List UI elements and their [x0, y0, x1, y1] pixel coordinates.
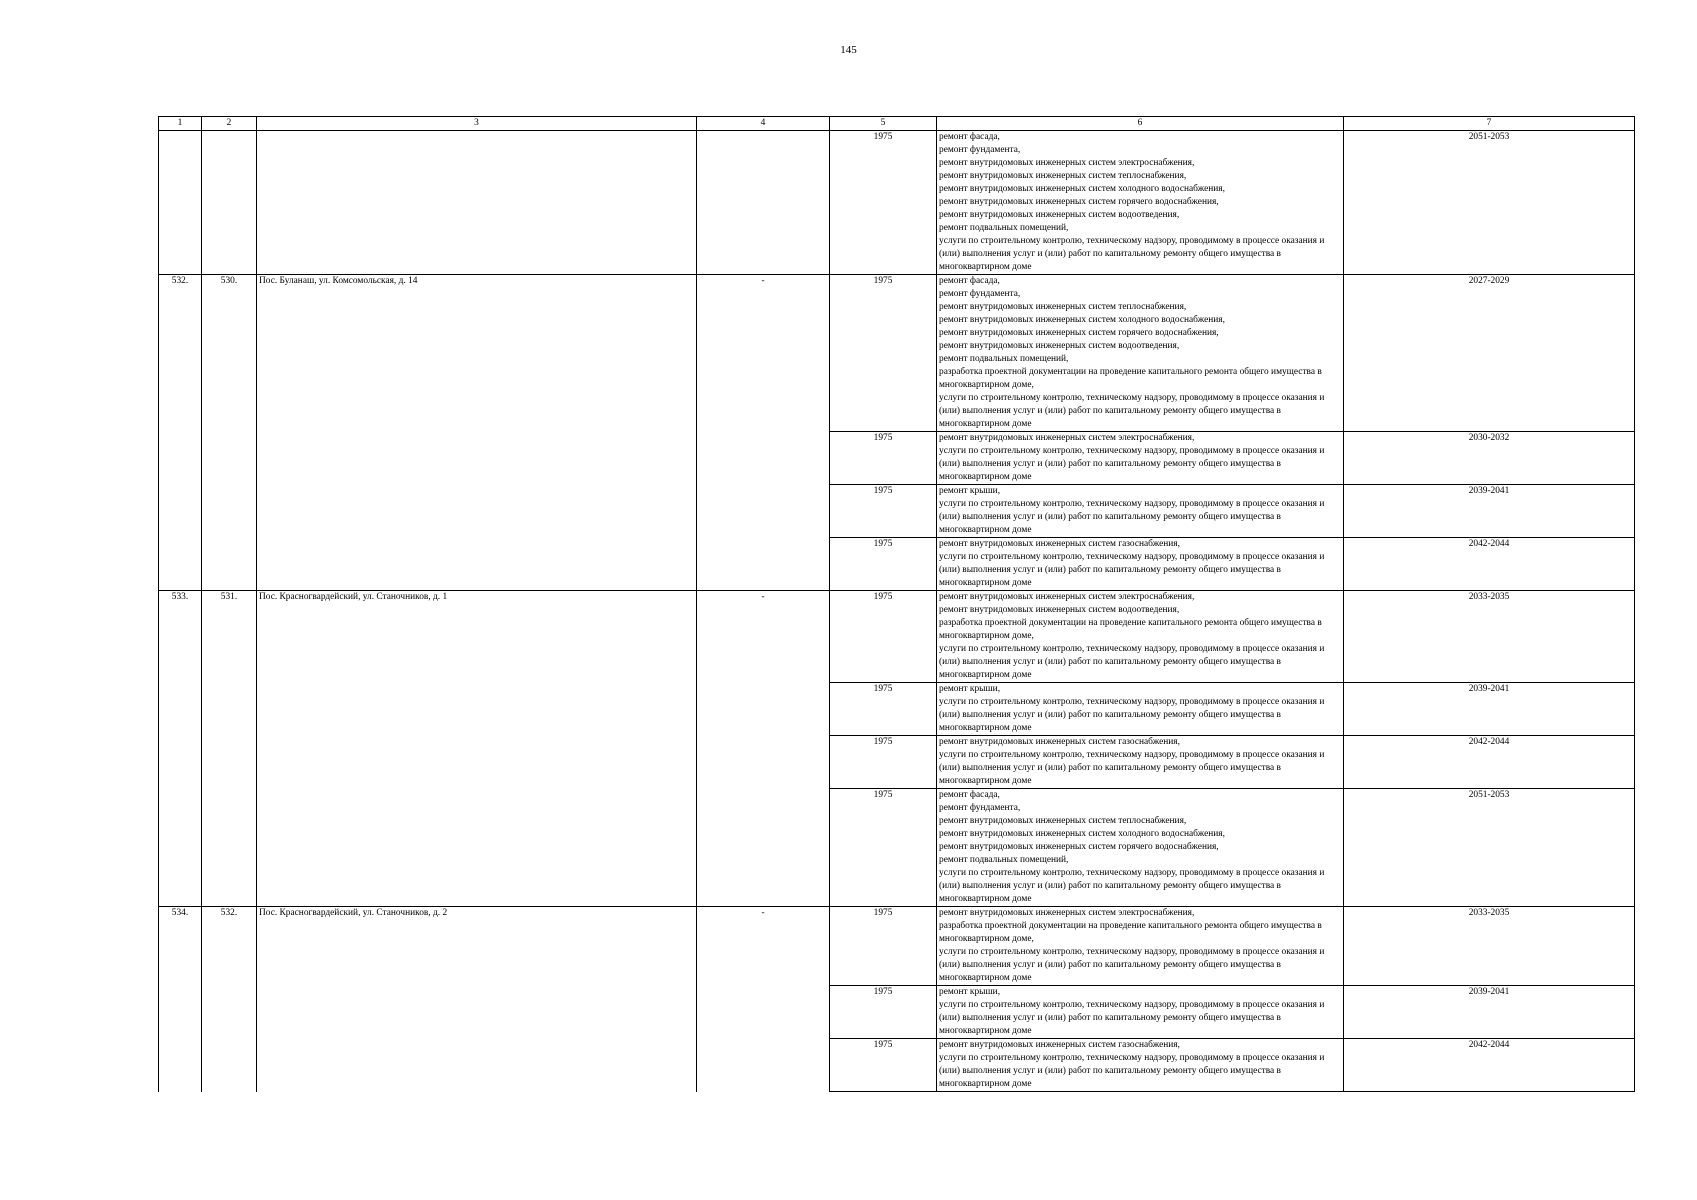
year-cell: 1975	[830, 432, 937, 485]
address-cell: Пос. Красногвардейский, ул. Станочников, д. 1	[257, 591, 697, 907]
works-cell: ремонт внутридомовых инженерных систем электроснабжения, услуги по строительному контролю, техническому надзору, проводимому в процессе оказания и (или) выполнения услуг и (или) работ по капитальному ремонту общего имущества в многоквартирном доме	[937, 432, 1344, 485]
works-cell: ремонт фасада, ремонт фундамента, ремонт внутридомовых инженерных систем электроснабжения, ремонт внутридомовых инженерных систем теплоснабжения, ремонт внутридомовых инженерных систем холодного водоснабжения, ремонт внутридомовых инженерных систем горячего водоснабжения, ремонт внутридомовых инженерных систем водоотведения, ремонт подвальных помещений, услуги по строительному контролю, техническому надзору, проводимому в процессе оказания и (или) выполнения услуг и (или) работ по капитальному ремонту общего имущества в многоквартирном доме	[937, 131, 1344, 275]
period-cell: 2051-2053	[1344, 789, 1635, 907]
page-number: 145	[840, 44, 857, 56]
column-4-cell: -	[697, 275, 830, 591]
table-row	[159, 591, 1635, 683]
column-header-6: 6	[937, 117, 1344, 131]
column-header-2: 2	[202, 117, 257, 131]
period-cell: 2042-2044	[1344, 1039, 1635, 1092]
capital-repair-table	[158, 116, 1635, 1092]
works-cell: ремонт крыши, услуги по строительному контролю, техническому надзору, проводимому в процессе оказания и (или) выполнения услуг и (или) работ по капитальному ремонту общего имущества в многоквартирном доме	[937, 683, 1344, 736]
works-cell: ремонт крыши, услуги по строительному контролю, техническому надзору, проводимому в процессе оказания и (или) выполнения услуг и (или) работ по капитальному ремонту общего имущества в многоквартирном доме	[937, 986, 1344, 1039]
works-cell: ремонт внутридомовых инженерных систем газоснабжения, услуги по строительному контролю, техническому надзору, проводимому в процессе оказания и (или) выполнения услуг и (или) работ по капитальному ремонту общего имущества в многоквартирном доме	[937, 736, 1344, 789]
record-number-cell: 534.	[159, 907, 202, 1092]
column-4-cell: -	[697, 907, 830, 1092]
column-header-1: 1	[159, 117, 202, 131]
record-number-cell: 533.	[159, 591, 202, 907]
record-subnumber-cell: 532.	[202, 907, 257, 1092]
record-subnumber-cell: 531.	[202, 591, 257, 907]
column-header-7: 7	[1344, 117, 1635, 131]
column-header-3: 3	[257, 117, 697, 131]
period-cell: 2051-2053	[1344, 131, 1635, 275]
works-cell: ремонт внутридомовых инженерных систем электроснабжения, разработка проектной документации на проведение капитального ремонта общего имущества в многоквартирном доме, услуги по строительному контролю, техническому надзору, проводимому в процессе оказания и (или) выполнения услуг и (или) работ по капитальному ремонту общего имущества в многоквартирном доме	[937, 907, 1344, 986]
works-cell: ремонт крыши, услуги по строительному контролю, техническому надзору, проводимому в процессе оказания и (или) выполнения услуг и (или) работ по капитальному ремонту общего имущества в многоквартирном доме	[937, 485, 1344, 538]
period-cell: 2039-2041	[1344, 485, 1635, 538]
year-cell: 1975	[830, 683, 937, 736]
period-cell: 2030-2032	[1344, 432, 1635, 485]
column-header-5: 5	[830, 117, 937, 131]
year-cell: 1975	[830, 736, 937, 789]
year-cell: 1975	[830, 907, 937, 986]
year-cell: 1975	[830, 131, 937, 275]
table-row-continued	[159, 131, 1635, 275]
record-number-cell	[159, 131, 202, 275]
year-cell: 1975	[830, 1039, 937, 1092]
address-cell: Пос. Буланаш, ул. Комсомольская, д. 14	[257, 275, 697, 591]
record-subnumber-cell: 530.	[202, 275, 257, 591]
works-cell: ремонт внутридомовых инженерных систем газоснабжения, услуги по строительному контролю, техническому надзору, проводимому в процессе оказания и (или) выполнения услуг и (или) работ по капитальному ремонту общего имущества в многоквартирном доме	[937, 1039, 1344, 1092]
table-row	[159, 907, 1635, 986]
address-cell	[257, 131, 697, 275]
year-cell: 1975	[830, 275, 937, 432]
works-cell: ремонт внутридомовых инженерных систем электроснабжения, ремонт внутридомовых инженерных систем водоотведения, разработка проектной документации на проведение капитального ремонта общего имущества в многоквартирном доме, услуги по строительному контролю, техническому надзору, проводимому в процессе оказания и (или) выполнения услуг и (или) работ по капитальному ремонту общего имущества в многоквартирном доме	[937, 591, 1344, 683]
column-number-row	[159, 117, 1635, 131]
column-4-cell	[697, 131, 830, 275]
period-cell: 2033-2035	[1344, 907, 1635, 986]
column-4-cell: -	[697, 591, 830, 907]
period-cell: 2039-2041	[1344, 986, 1635, 1039]
period-cell: 2042-2044	[1344, 538, 1635, 591]
year-cell: 1975	[830, 591, 937, 683]
works-cell: ремонт фасада, ремонт фундамента, ремонт внутридомовых инженерных систем теплоснабжения, ремонт внутридомовых инженерных систем холодного водоснабжения, ремонт внутридомовых инженерных систем горячего водоснабжения, ремонт внутридомовых инженерных систем водоотведения, ремонт подвальных помещений, разработка проектной документации на проведение капитального ремонта общего имущества в многоквартирном доме, услуги по строительному контролю, техническому надзору, проводимому в процессе оказания и (или) выполнения услуг и (или) работ по капитальному ремонту общего имущества в многоквартирном доме	[937, 275, 1344, 432]
table-row	[159, 275, 1635, 432]
year-cell: 1975	[830, 538, 937, 591]
record-number-cell: 532.	[159, 275, 202, 591]
period-cell: 2039-2041	[1344, 683, 1635, 736]
address-cell: Пос. Красногвардейский, ул. Станочников, д. 2	[257, 907, 697, 1092]
works-cell: ремонт внутридомовых инженерных систем газоснабжения, услуги по строительному контролю, техническому надзору, проводимому в процессе оказания и (или) выполнения услуг и (или) работ по капитальному ремонту общего имущества в многоквартирном доме	[937, 538, 1344, 591]
column-header-4: 4	[697, 117, 830, 131]
period-cell: 2027-2029	[1344, 275, 1635, 432]
period-cell: 2042-2044	[1344, 736, 1635, 789]
period-cell: 2033-2035	[1344, 591, 1635, 683]
year-cell: 1975	[830, 986, 937, 1039]
works-cell: ремонт фасада, ремонт фундамента, ремонт внутридомовых инженерных систем теплоснабжения, ремонт внутридомовых инженерных систем холодного водоснабжения, ремонт внутридомовых инженерных систем горячего водоснабжения, ремонт подвальных помещений, услуги по строительному контролю, техническому надзору, проводимому в процессе оказания и (или) выполнения услуг и (или) работ по капитальному ремонту общего имущества в многоквартирном доме	[937, 789, 1344, 907]
year-cell: 1975	[830, 789, 937, 907]
year-cell: 1975	[830, 485, 937, 538]
record-subnumber-cell	[202, 131, 257, 275]
